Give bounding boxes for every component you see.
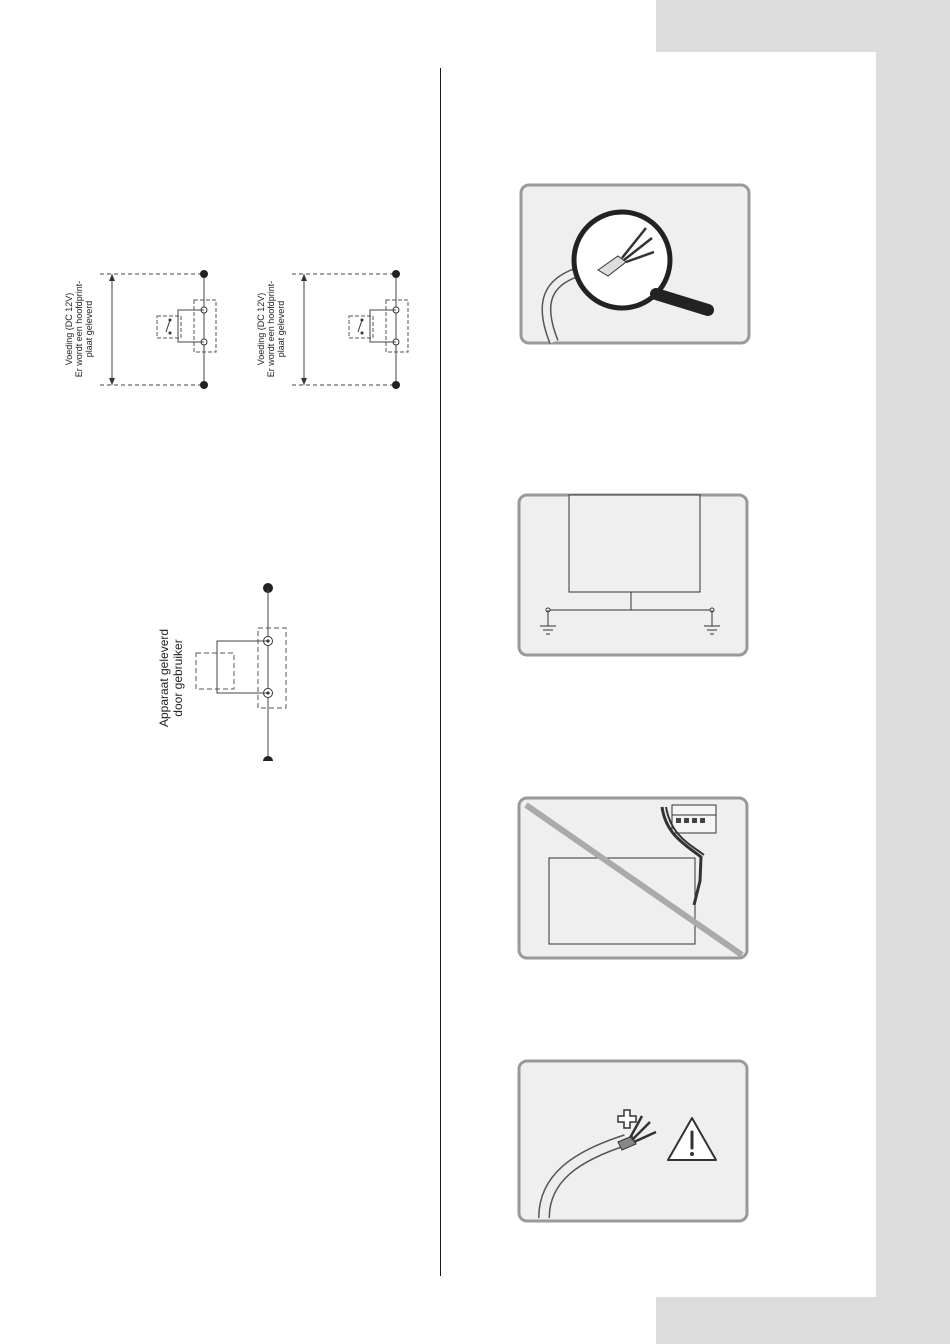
user-device-diagram	[150, 578, 300, 768]
supply-label-left-line3: plaat geleverd	[84, 300, 94, 358]
supply-label-left-line1: Voeding (DC 12V)	[64, 292, 74, 366]
supply-diagram-right	[252, 262, 412, 398]
supply-label-right-line2: Er wordt een hoofdprint-	[266, 280, 276, 378]
grounding-icon	[516, 492, 750, 658]
no-terminal-cable-icon	[516, 795, 750, 961]
magnifier-cable-icon	[518, 182, 752, 346]
user-device-label-line2: door gebruiker	[171, 639, 185, 717]
cable-warning-icon	[516, 1058, 750, 1224]
page-tab-top	[656, 0, 950, 52]
supply-label-right-line3: plaat geleverd	[276, 300, 286, 358]
user-device-label-line1: Apparaat geleverd	[157, 628, 171, 728]
column-divider	[440, 68, 441, 1276]
page-tab-bottom	[656, 1297, 950, 1344]
supply-label-left-line2: Er wordt een hoofdprint-	[74, 280, 84, 378]
supply-diagram-left	[60, 262, 220, 398]
page-margin-band	[876, 52, 950, 1297]
supply-label-right-line1: Voeding (DC 12V)	[256, 292, 266, 366]
